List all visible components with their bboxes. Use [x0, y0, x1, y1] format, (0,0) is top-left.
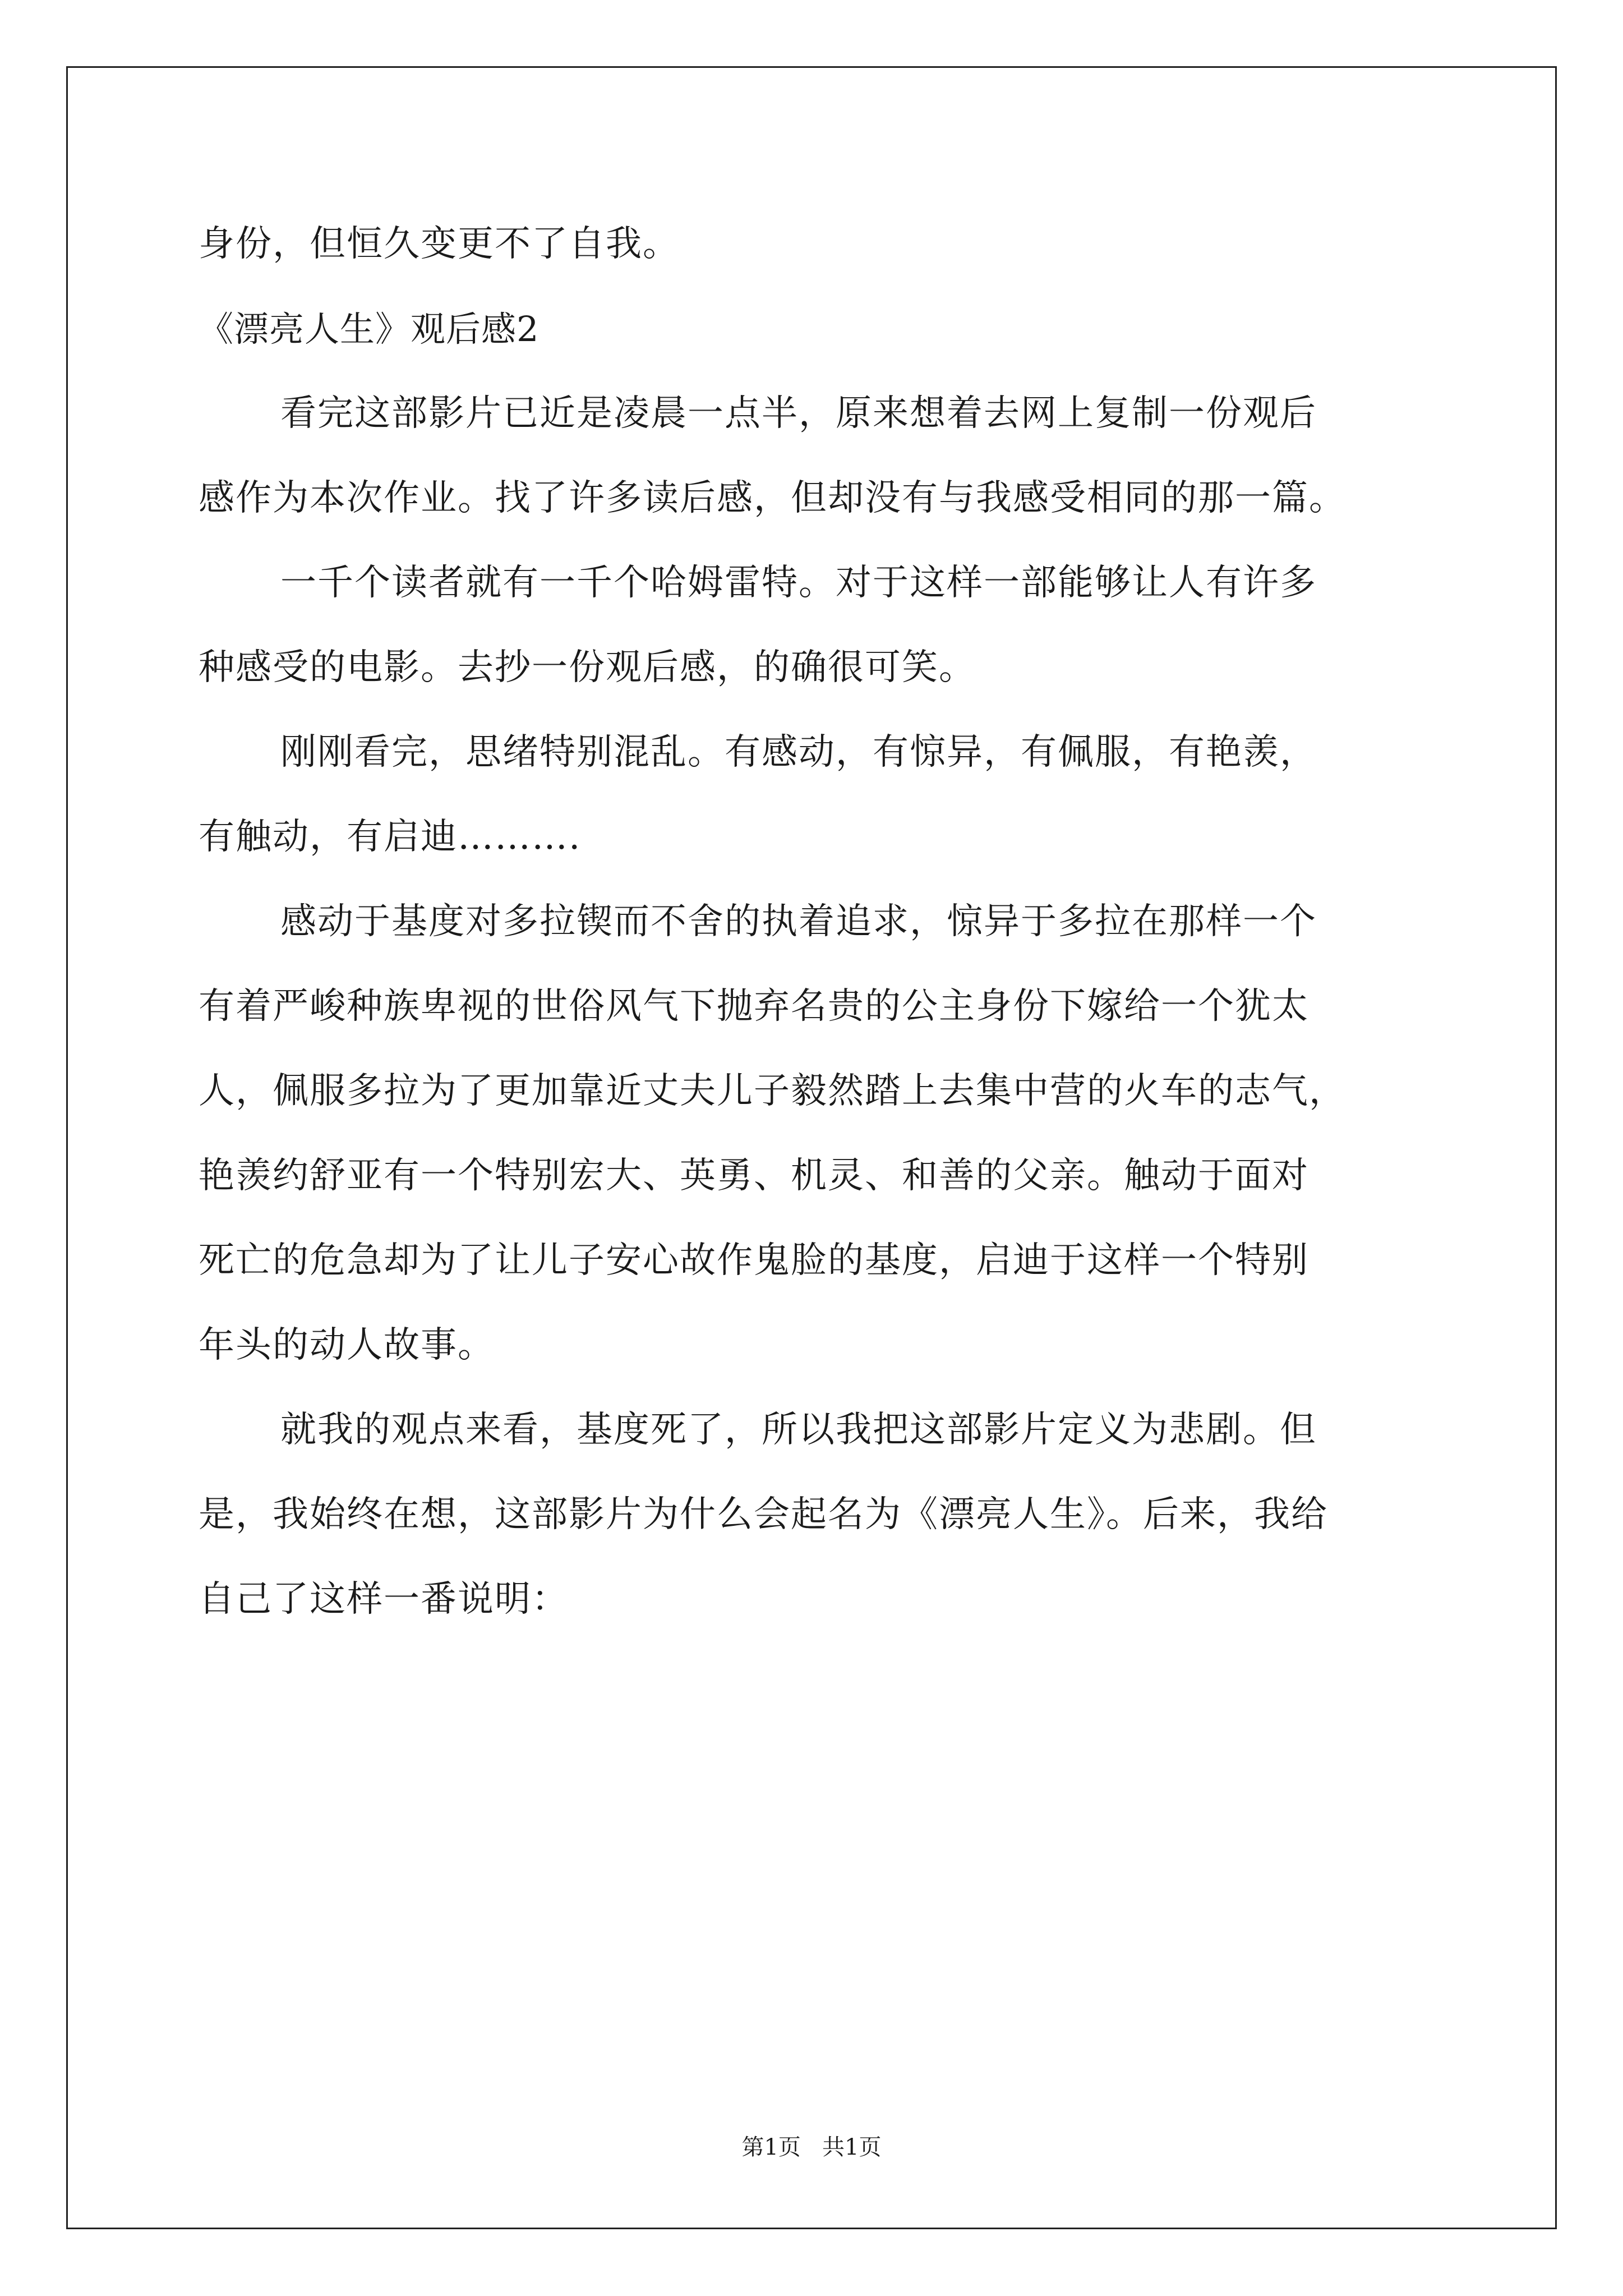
section-heading: 《漂亮人生》观后感2 — [199, 309, 540, 349]
text-line: 看完这部影片已近是凌晨一点半，原来想着去网上复制一份观后 — [280, 393, 1317, 434]
text-line: 感动于基度对多拉锲而不舍的执着追求，惊异于多拉在那样一个 — [280, 901, 1317, 942]
text-line: 艳羡约舒亚有一个特别宏大、英勇、机灵、和善的父亲。触动于面对 — [199, 1155, 1309, 1197]
text-line: 身份，但恒久变更不了自我。 — [199, 223, 680, 265]
document-body — [199, 202, 1421, 1642]
text-line: 有着严峻种族卑视的世俗风气下抛弃名贵的公主身份下嫁给一个犹太 — [199, 986, 1309, 1027]
text-line: 是，我始终在想，这部影片为什么会起名为《漂亮人生》。后来，我给 — [199, 1494, 1328, 1535]
text-line: 有触动，有启迪………. — [199, 816, 582, 858]
text-line: 一千个读者就有一千个哈姆雷特。对于这样一部能够让人有许多 — [280, 562, 1317, 604]
text-line: 感作为本次作业。找了许多读后感，但却没有与我感受相同的那一篇。 — [199, 477, 1346, 519]
text-line: 死亡的危急却为了让儿子安心故作鬼脸的基度，启迪于这样一个特别 — [199, 1240, 1309, 1281]
text-line: 人，佩服多拉为了更加靠近丈夫儿子毅然踏上去集中营的火车的志气， — [199, 1070, 1346, 1112]
text-line: 种感受的电影。去抄一份观后感，的确很可笑。 — [199, 647, 976, 688]
text-line: 年头的动人故事。 — [199, 1324, 495, 1366]
text-line: 就我的观点来看，基度死了，所以我把这部影片定义为悲剧。但 — [280, 1409, 1317, 1451]
text-line: 刚刚看完，思绪特别混乱。有感动，有惊异，有佩服，有艳羡， — [280, 731, 1317, 773]
text-line: 自己了这样一番说明： — [199, 1579, 569, 1620]
page-footer: 第1页 共1页 — [741, 2134, 882, 2160]
